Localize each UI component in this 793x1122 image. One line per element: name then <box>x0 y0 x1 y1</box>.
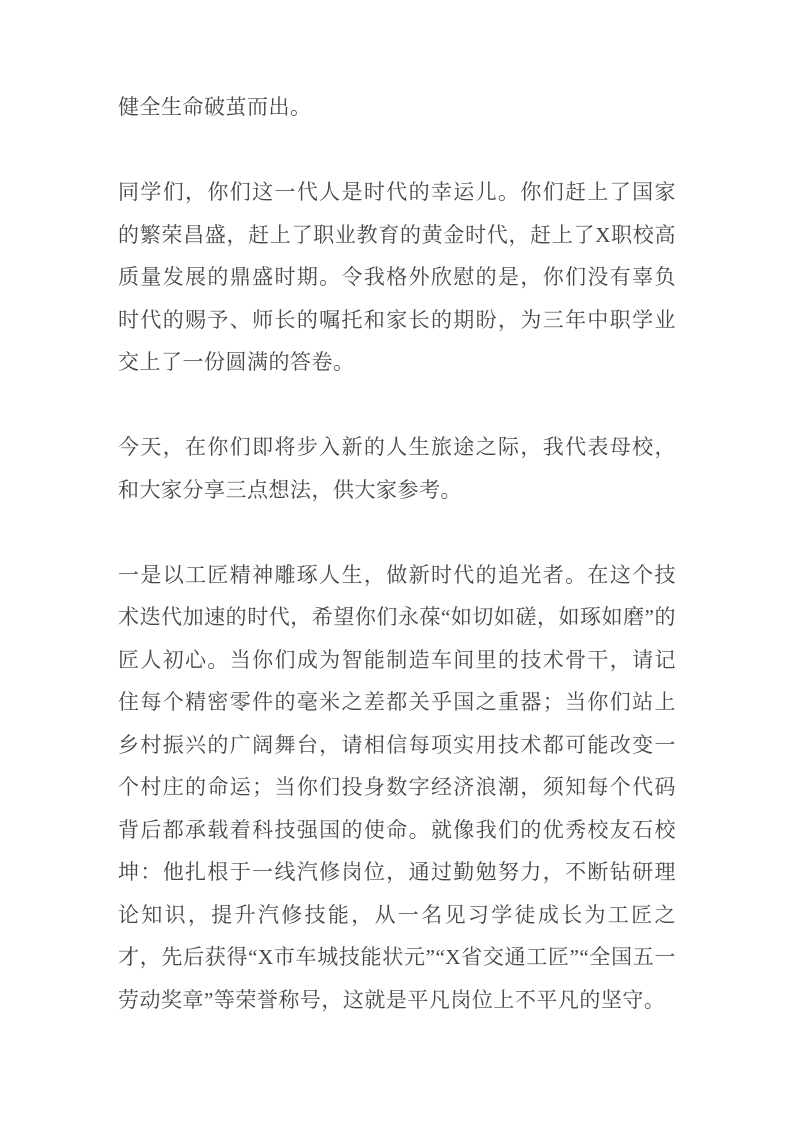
paragraph-greeting: 同学们，你们这一代人是时代的幸运儿。你们赶上了国家的繁荣昌盛，赶上了职业教育的黄金时代，赶上了X职校高质量发展的鼎盛时期。令我格外欣慰的是，你们没有辜负时代的赐予、师长的嘱托和家长的期盼，为三年中职学业交上了一份圆满的答卷。 <box>118 180 676 374</box>
paragraph-point-one: 一是以工匠精神雕琢人生，做新时代的追光者。在这个技术迭代加速的时代，希望你们永葆“如切如磋，如琢如磨”的匠人初心。当你们成为智能制造车间里的技术骨干，请记住每个精密零件的毫米之差都关乎国之重器；当你们站上乡村振兴的广阔舞台，请相信每项实用技术都可能改变一个村庄的命运；当你们投身数字经济浪潮，须知每个代码背后都承载着科技强国的使命。就像我们的优秀校友石校坤：他扎根于一线汽修岗位，通过勤勉努力，不断钻研理论知识，提升汽修技能，从一名见习学徒成长为工匠之才，先后获得“X市车城技能状元”“X省交通工匠”“全国五一劳动奖章”等荣誉称号，这就是平凡岗位上不平凡的坚守。 <box>118 562 676 1012</box>
paragraph-intro: 今天，在你们即将步入新的人生旅途之际，我代表母校，和大家分享三点想法，供大家参考。 <box>118 435 676 502</box>
paragraph-fragment: 健全生命破茧而出。 <box>118 95 312 119</box>
